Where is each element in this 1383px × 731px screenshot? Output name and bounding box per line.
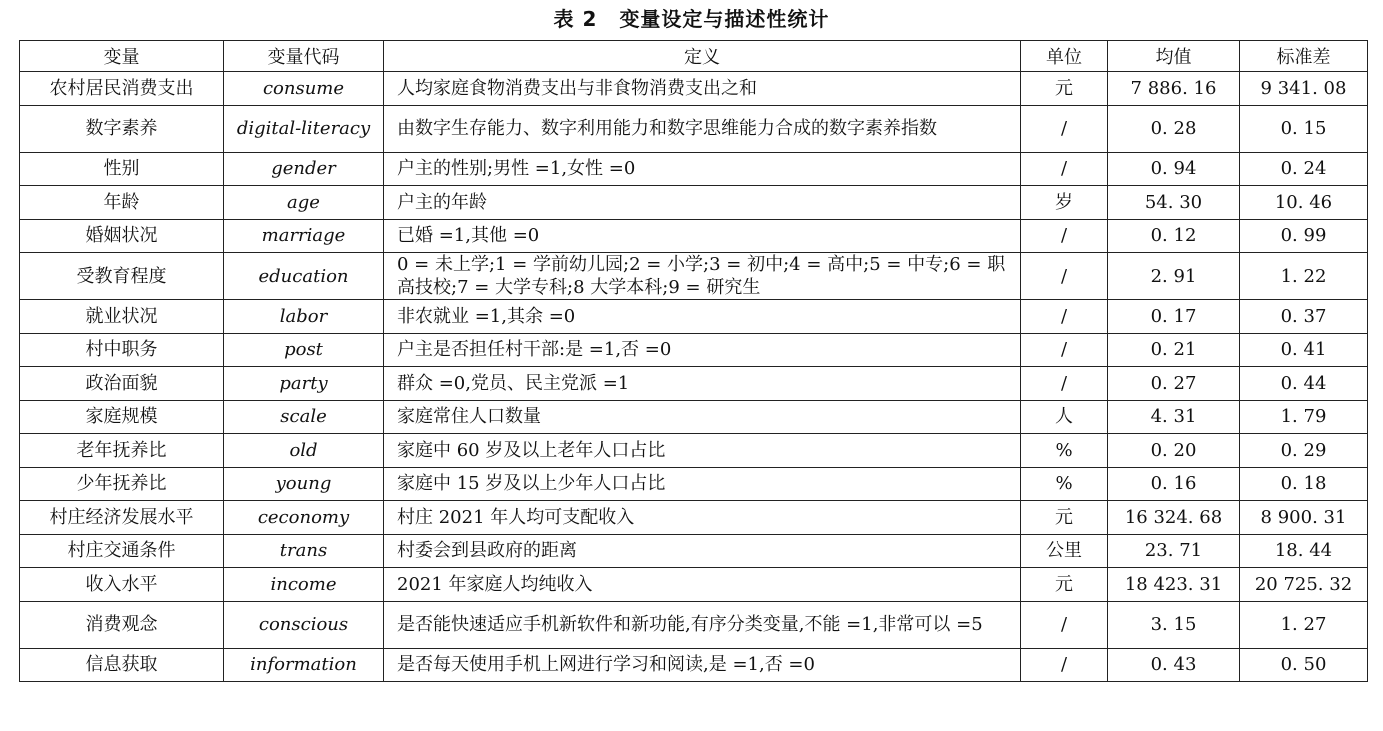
- cell-mean: 23. 71: [1108, 534, 1240, 568]
- cell-variable: 农村居民消费支出: [20, 72, 224, 106]
- table-row: [20, 219, 1368, 253]
- table-row: [20, 467, 1368, 501]
- cell-definition: 人均家庭食物消费支出与非食物消费支出之和: [384, 72, 1021, 106]
- cell-code: young: [224, 467, 384, 501]
- cell-unit: /: [1021, 367, 1108, 401]
- cell-mean: 0. 16: [1108, 467, 1240, 501]
- cell-code: ceconomy: [224, 501, 384, 535]
- cell-definition: 群众 =0,党员、民主党派 =1: [384, 367, 1021, 401]
- cell-std-dev: 0. 29: [1240, 434, 1368, 468]
- cell-definition: 户主的性别;男性 =1,女性 =0: [384, 152, 1021, 186]
- cell-std-dev: 8 900. 31: [1240, 501, 1368, 535]
- cell-definition: 是否每天使用手机上网进行学习和阅读,是 =1,否 =0: [384, 648, 1021, 682]
- cell-std-dev: 10. 46: [1240, 186, 1368, 220]
- cell-mean: 0. 21: [1108, 333, 1240, 367]
- table-row: [20, 501, 1368, 535]
- cell-std-dev: 0. 24: [1240, 152, 1368, 186]
- header-mean: 均值: [1108, 41, 1240, 72]
- cell-variable: 性别: [20, 152, 224, 186]
- cell-code: age: [224, 186, 384, 220]
- cell-variable: 数字素养: [20, 105, 224, 152]
- table-row: [20, 534, 1368, 568]
- cell-variable: 消费观念: [20, 601, 224, 648]
- table-row: [20, 434, 1368, 468]
- table-row: [20, 601, 1368, 648]
- header-variable-code: 变量代码: [224, 41, 384, 72]
- cell-code: marriage: [224, 219, 384, 253]
- cell-unit: /: [1021, 253, 1108, 300]
- cell-mean: 0. 94: [1108, 152, 1240, 186]
- header-std-dev: 标准差: [1240, 41, 1368, 72]
- cell-variable: 政治面貌: [20, 367, 224, 401]
- cell-variable: 受教育程度: [20, 253, 224, 300]
- cell-variable: 信息获取: [20, 648, 224, 682]
- cell-mean: 0. 20: [1108, 434, 1240, 468]
- header-variable: 变量: [20, 41, 224, 72]
- cell-definition: 2021 年家庭人均纯收入: [384, 568, 1021, 602]
- header-unit: 单位: [1021, 41, 1108, 72]
- cell-std-dev: 0. 99: [1240, 219, 1368, 253]
- cell-variable: 就业状况: [20, 300, 224, 334]
- cell-variable: 家庭规模: [20, 400, 224, 434]
- cell-code: education: [224, 253, 384, 300]
- cell-code: information: [224, 648, 384, 682]
- cell-code: gender: [224, 152, 384, 186]
- cell-code: conscious: [224, 601, 384, 648]
- table-number: 表 2: [553, 7, 598, 31]
- cell-mean: 16 324. 68: [1108, 501, 1240, 535]
- cell-mean: 0. 17: [1108, 300, 1240, 334]
- table-row: [20, 72, 1368, 106]
- cell-mean: 0. 28: [1108, 105, 1240, 152]
- cell-unit: %: [1021, 467, 1108, 501]
- cell-std-dev: 0. 18: [1240, 467, 1368, 501]
- cell-std-dev: 1. 27: [1240, 601, 1368, 648]
- cell-unit: 元: [1021, 568, 1108, 602]
- cell-variable: 收入水平: [20, 568, 224, 602]
- cell-code: digital-literacy: [224, 105, 384, 152]
- header-definition: 定义: [384, 41, 1021, 72]
- table-row: [20, 400, 1368, 434]
- cell-unit: /: [1021, 333, 1108, 367]
- cell-variable: 村庄交通条件: [20, 534, 224, 568]
- cell-std-dev: 0. 44: [1240, 367, 1368, 401]
- cell-variable: 村庄经济发展水平: [20, 501, 224, 535]
- table-row: [20, 568, 1368, 602]
- cell-mean: 18 423. 31: [1108, 568, 1240, 602]
- cell-unit: /: [1021, 648, 1108, 682]
- cell-definition: 由数字生存能力、数字利用能力和数字思维能力合成的数字素养指数: [384, 105, 1021, 152]
- cell-unit: /: [1021, 105, 1108, 152]
- cell-variable: 老年抚养比: [20, 434, 224, 468]
- cell-definition: 村庄 2021 年人均可支配收入: [384, 501, 1021, 535]
- table-row: [20, 152, 1368, 186]
- cell-std-dev: 0. 50: [1240, 648, 1368, 682]
- cell-unit: 岁: [1021, 186, 1108, 220]
- cell-mean: 0. 27: [1108, 367, 1240, 401]
- cell-std-dev: 18. 44: [1240, 534, 1368, 568]
- cell-code: party: [224, 367, 384, 401]
- cell-unit: 元: [1021, 72, 1108, 106]
- cell-std-dev: 1. 22: [1240, 253, 1368, 300]
- table-row: [20, 186, 1368, 220]
- cell-variable: 村中职务: [20, 333, 224, 367]
- cell-variable: 少年抚养比: [20, 467, 224, 501]
- cell-variable: 年龄: [20, 186, 224, 220]
- cell-std-dev: 0. 37: [1240, 300, 1368, 334]
- cell-mean: 2. 91: [1108, 253, 1240, 300]
- cell-std-dev: 0. 41: [1240, 333, 1368, 367]
- cell-unit: 元: [1021, 501, 1108, 535]
- cell-definition: 家庭中 15 岁及以上少年人口占比: [384, 467, 1021, 501]
- cell-mean: 7 886. 16: [1108, 72, 1240, 106]
- cell-unit: %: [1021, 434, 1108, 468]
- cell-definition: 家庭常住人口数量: [384, 400, 1021, 434]
- cell-definition: 家庭中 60 岁及以上老年人口占比: [384, 434, 1021, 468]
- cell-definition: 是否能快速适应手机新软件和新功能,有序分类变量,不能 =1,非常可以 =5: [384, 601, 1021, 648]
- table-row: [20, 300, 1368, 334]
- cell-unit: 人: [1021, 400, 1108, 434]
- table-row: [20, 367, 1368, 401]
- cell-definition: 村委会到县政府的距离: [384, 534, 1021, 568]
- cell-mean: 3. 15: [1108, 601, 1240, 648]
- cell-code: scale: [224, 400, 384, 434]
- cell-definition: 户主的年龄: [384, 186, 1021, 220]
- cell-unit: /: [1021, 601, 1108, 648]
- table-row: [20, 105, 1368, 152]
- cell-code: post: [224, 333, 384, 367]
- cell-mean: 4. 31: [1108, 400, 1240, 434]
- table-header-row: [20, 41, 1368, 72]
- cell-mean: 0. 43: [1108, 648, 1240, 682]
- cell-std-dev: 20 725. 32: [1240, 568, 1368, 602]
- cell-definition: 0 = 未上学;1 = 学前幼儿园;2 = 小学;3 = 初中;4 = 高中;5 = 中专;6 = 职高技校;7 = 大学专科;8 大学本科;9 = 研究生: [384, 253, 1021, 300]
- cell-unit: 公里: [1021, 534, 1108, 568]
- cell-unit: /: [1021, 152, 1108, 186]
- cell-unit: /: [1021, 300, 1108, 334]
- cell-unit: /: [1021, 219, 1108, 253]
- variable-statistics-table: [19, 40, 1368, 682]
- cell-code: old: [224, 434, 384, 468]
- cell-code: labor: [224, 300, 384, 334]
- cell-std-dev: 9 341. 08: [1240, 72, 1368, 106]
- cell-code: income: [224, 568, 384, 602]
- table-caption: [0, 4, 1383, 34]
- cell-definition: 非农就业 =1,其余 =0: [384, 300, 1021, 334]
- cell-variable: 婚姻状况: [20, 219, 224, 253]
- table-row: [20, 253, 1368, 300]
- cell-code: trans: [224, 534, 384, 568]
- table-row: [20, 648, 1368, 682]
- cell-mean: 0. 12: [1108, 219, 1240, 253]
- cell-definition: 已婚 =1,其他 =0: [384, 219, 1021, 253]
- table-title: 变量设定与描述性统计: [619, 7, 830, 31]
- cell-mean: 54. 30: [1108, 186, 1240, 220]
- cell-std-dev: 1. 79: [1240, 400, 1368, 434]
- cell-code: consume: [224, 72, 384, 106]
- cell-std-dev: 0. 15: [1240, 105, 1368, 152]
- cell-definition: 户主是否担任村干部:是 =1,否 =0: [384, 333, 1021, 367]
- table-row: [20, 333, 1368, 367]
